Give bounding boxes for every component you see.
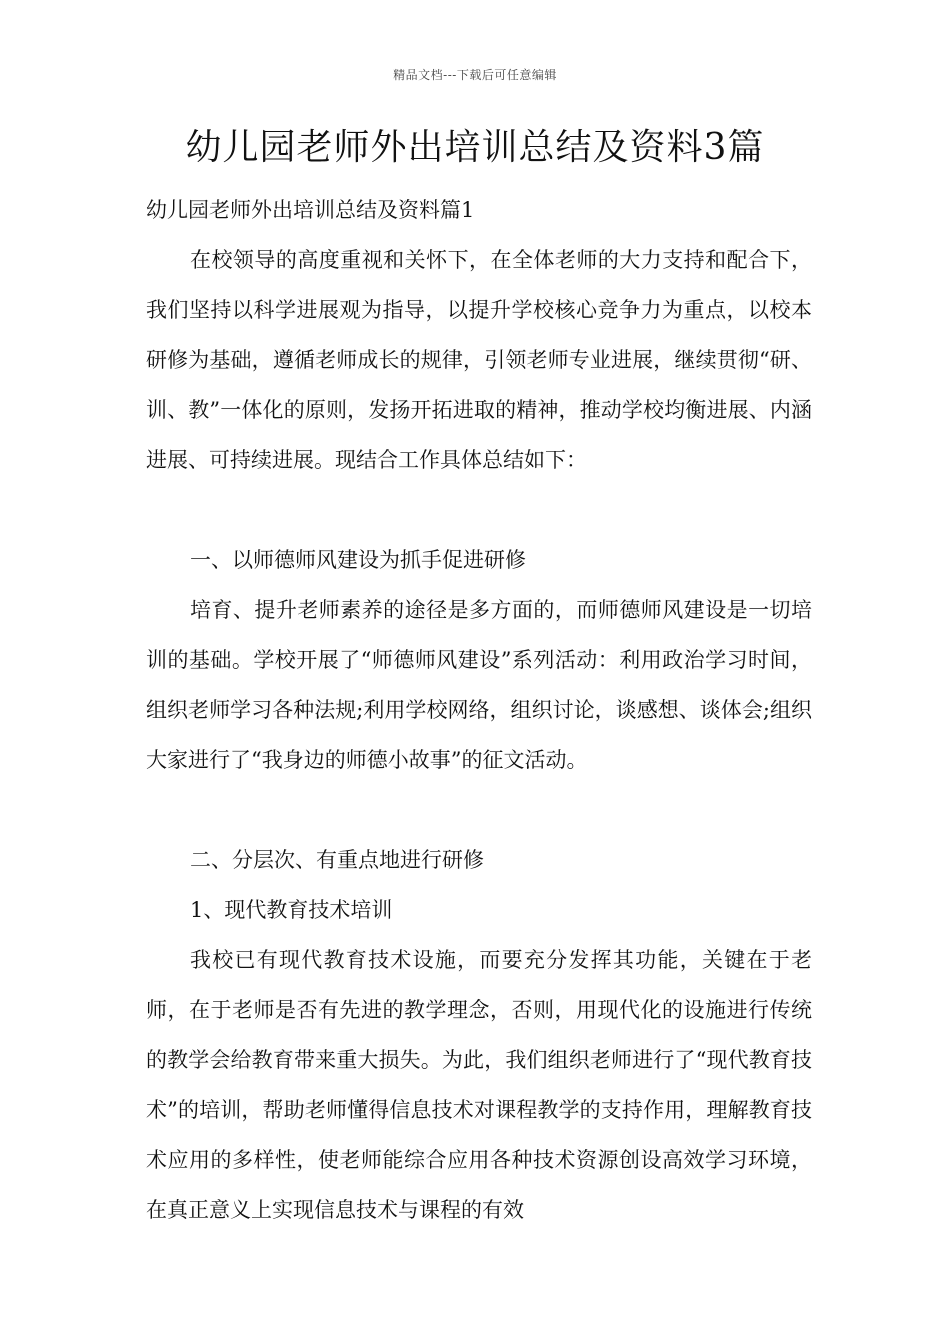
document-title: 幼儿园老师外出培训总结及资料3篇 — [185, 127, 765, 168]
page-header-note: 精品文档---下载后可任意编辑 — [393, 68, 557, 82]
section-2-subheading-1: 1、现代教育技术培训 — [190, 898, 393, 922]
document-body — [146, 185, 812, 1235]
spacer — [146, 485, 812, 535]
section-1-heading: 一、以师德师风建设为抓手促进研修 — [190, 548, 526, 572]
document-subtitle: 幼儿园老师外出培训总结及资料篇1 — [146, 198, 475, 222]
section-1-paragraph: 培育、提升老师素养的途径是多方面的，而师德师风建设是一切培训的基础。学校开展了“师德师风建设”系列活动：利用政治学习时间，组织老师学习各种法规;利用学校网络，组织讨论，谈感想、谈体会;组织大家进行了“我身边的师德小故事”的征文活动。 — [146, 598, 812, 772]
section-2-paragraph: 我校已有现代教育技术设施，而要充分发挥其功能，关键在于老师，在于老师是否有先进的教学理念，否则，用现代化的设施进行传统的教学会给教育带来重大损失。为此，我们组织老师进行了“现代教育技术”的培训，帮助老师懂得信息技术对课程教学的支持作用，理解教育技术应用的多样性，使老师能综合应用各种技术资源创设高效学习环境，在真正意义上实现信息技术与课程的有效 — [146, 948, 812, 1222]
intro-paragraph: 在校领导的高度重视和关怀下，在全体老师的大力支持和配合下，我们坚持以科学进展观为指导，以提升学校核心竞争力为重点，以校本研修为基础，遵循老师成长的规律，引领老师专业进展，继续贯彻“研、训、教”一体化的原则，发扬开拓进取的精神，推动学校均衡进展、内涵进展、可持续进展。现结合工作具体总结如下： — [146, 248, 812, 472]
spacer — [146, 785, 812, 835]
section-2-heading: 二、分层次、有重点地进行研修 — [190, 848, 484, 872]
